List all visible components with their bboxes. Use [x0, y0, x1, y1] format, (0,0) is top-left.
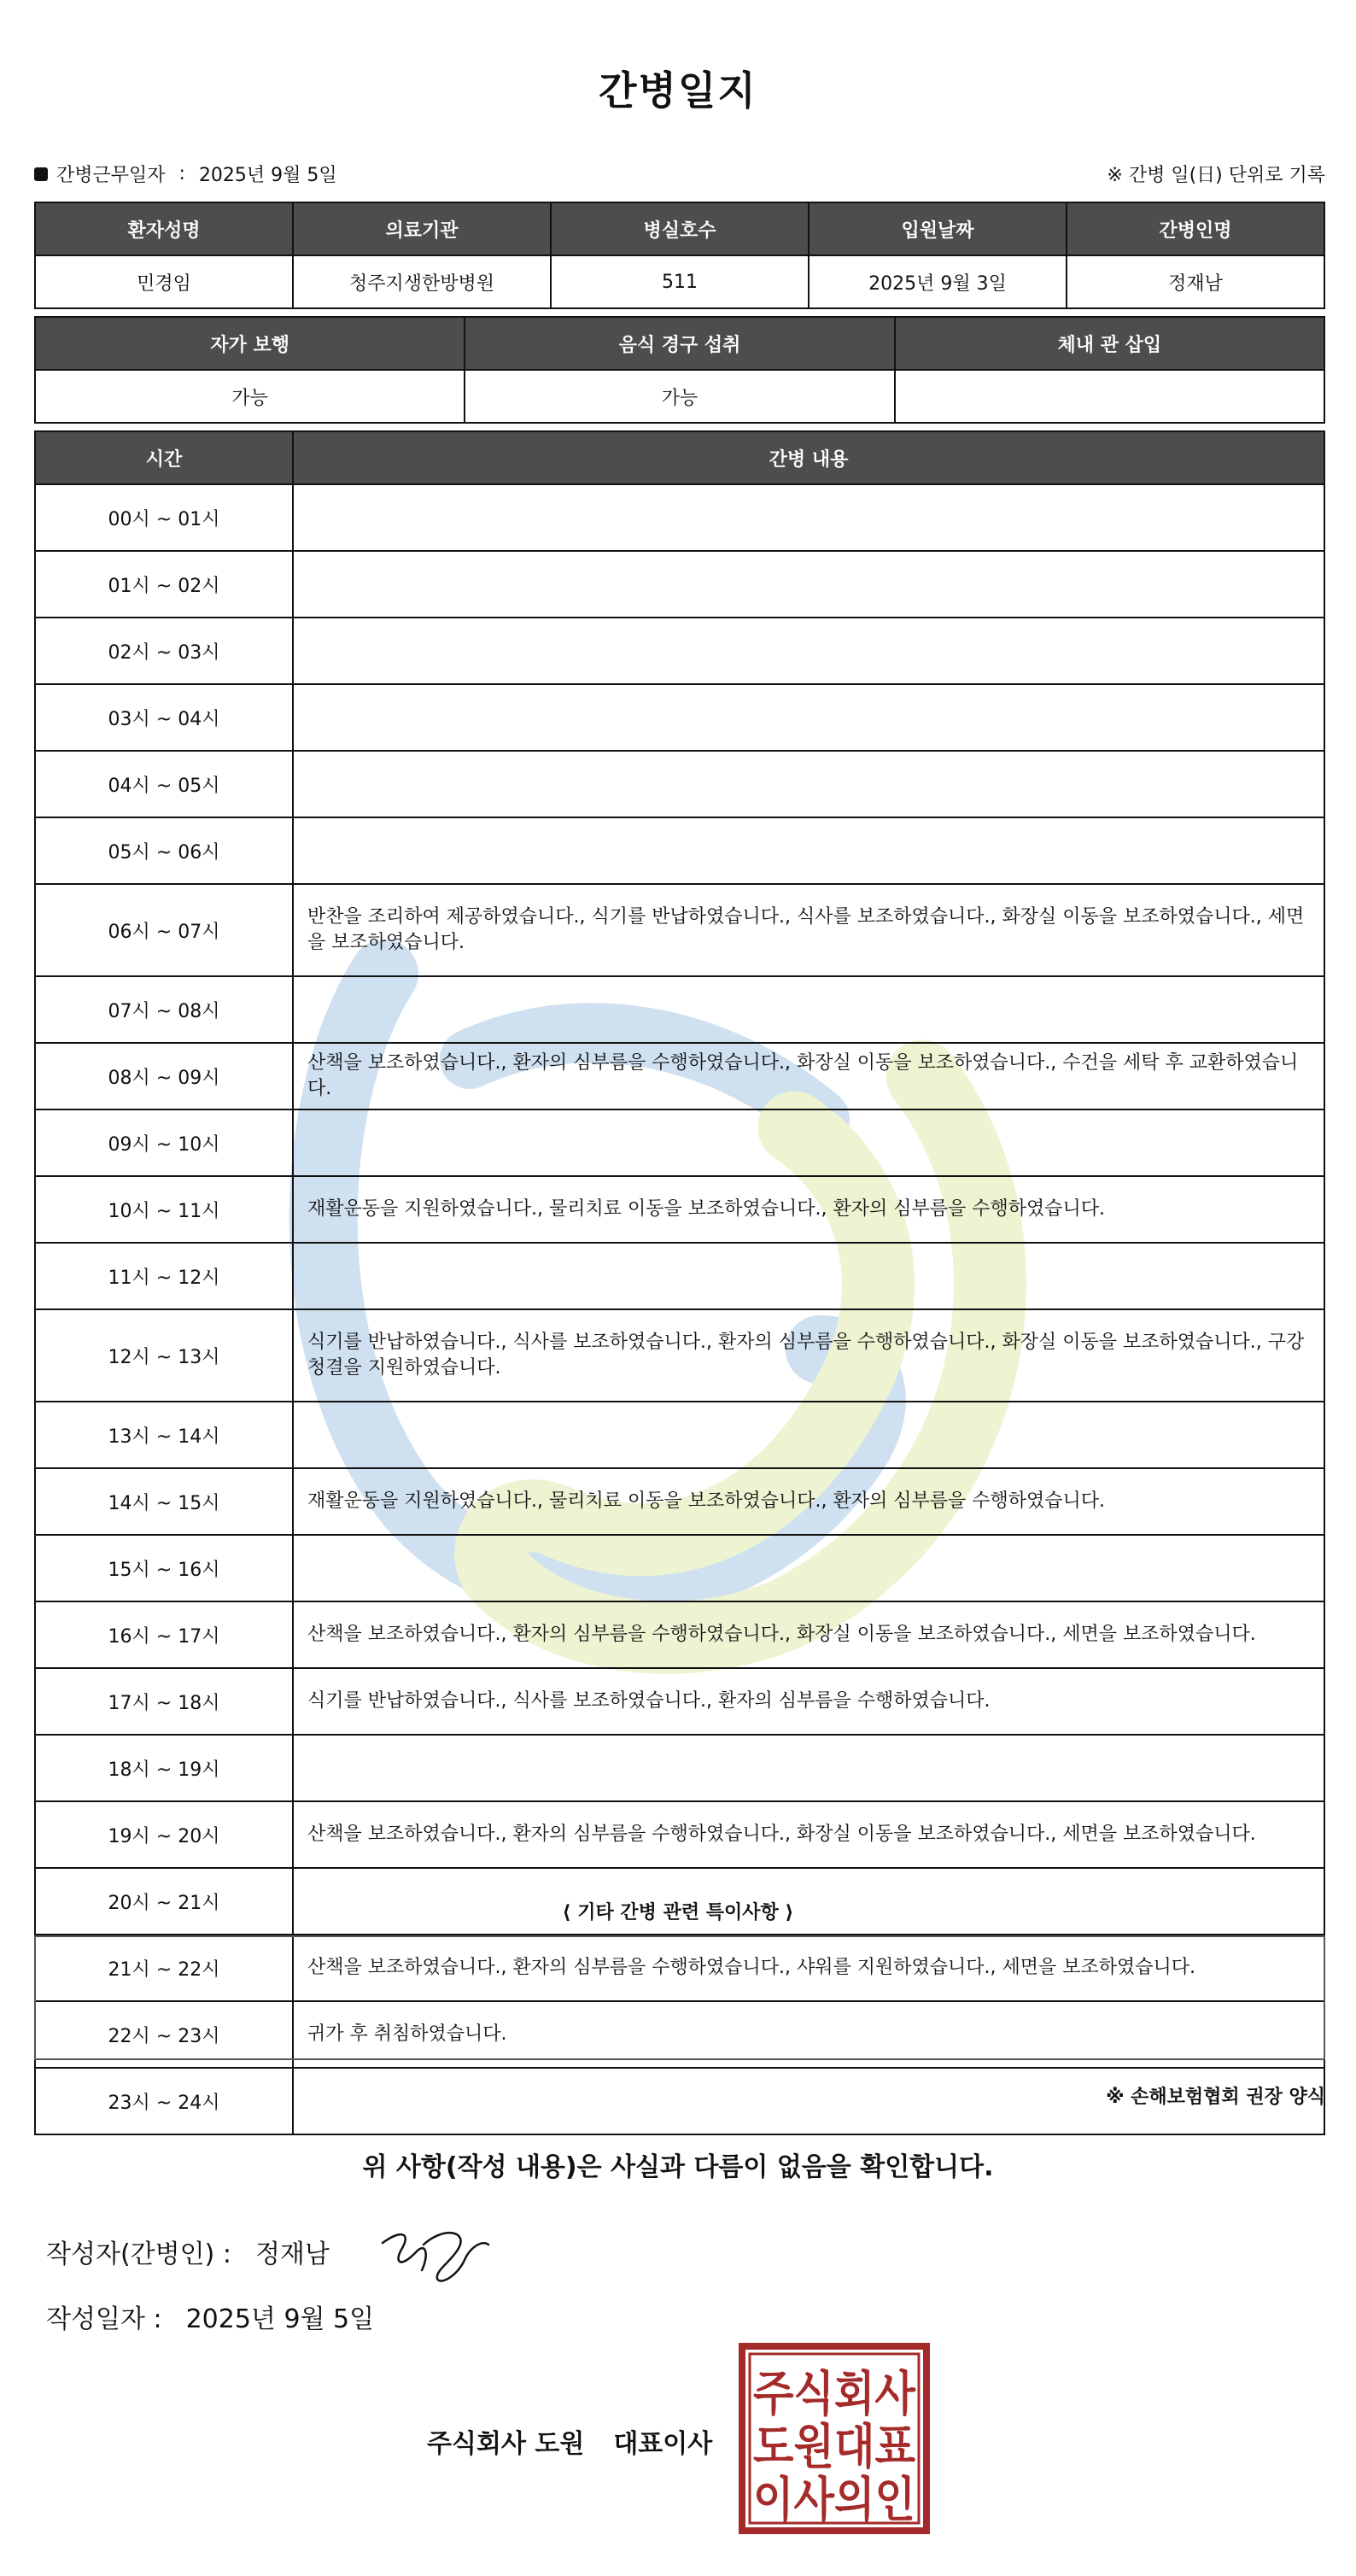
- care-log-row: [35, 1535, 1324, 1601]
- header-self-walking: 자가 보행: [35, 317, 465, 370]
- care-log-content: [293, 751, 1324, 817]
- care-log-time: 09시 ~ 10시: [35, 1109, 293, 1176]
- care-log-time: 01시 ~ 02시: [35, 551, 293, 618]
- care-log-time: 04시 ~ 05시: [35, 751, 293, 817]
- care-log-time: 03시 ~ 04시: [35, 684, 293, 751]
- care-log-row: [35, 1735, 1324, 1801]
- seal-text-line: 주식회사: [753, 2367, 916, 2422]
- care-log-content: [293, 817, 1324, 884]
- care-log-row: [35, 551, 1324, 618]
- care-log-content: [293, 551, 1324, 618]
- institution-value: 청주지생한방병원: [293, 255, 551, 308]
- written-date: [46, 2298, 374, 2335]
- header-room-number: 병실호수: [551, 202, 809, 255]
- patient-info-header-row: [35, 202, 1324, 255]
- care-log-time: 23시 ~ 24시: [35, 2068, 293, 2134]
- care-log-time: 07시 ~ 08시: [35, 976, 293, 1043]
- care-log-table: [34, 430, 1325, 2135]
- care-log-content: [293, 618, 1324, 684]
- care-log-row: [35, 1309, 1324, 1402]
- care-log-time: 13시 ~ 14시: [35, 1402, 293, 1468]
- page-title: 간병일지: [599, 67, 757, 114]
- patient-status-value-row: [35, 370, 1324, 423]
- care-log-content: [293, 1243, 1324, 1309]
- care-log-content: [293, 1535, 1324, 1601]
- care-log-content: [293, 1735, 1324, 1801]
- care-log-row: [35, 1801, 1324, 1868]
- signature-mark: [376, 2219, 495, 2287]
- header-patient-name: 환자성명: [35, 202, 293, 255]
- care-log-time: 08시 ~ 09시: [35, 1043, 293, 1109]
- header-oral-intake: 음식 경구 섭취: [465, 317, 894, 370]
- care-log-row: [35, 1176, 1324, 1243]
- care-log-time: 05시 ~ 06시: [35, 817, 293, 884]
- patient-info-value-row: [35, 255, 1324, 308]
- header-care-content: 간병 내용: [293, 431, 1324, 484]
- care-log-content: 산책을 보조하였습니다., 환자의 심부름을 수행하였습니다., 샤워를 지원하였습니다., 세면을 보조하였습니다.: [293, 1935, 1324, 2001]
- care-log-time: 16시 ~ 17시: [35, 1601, 293, 1668]
- care-log-time: 20시 ~ 21시: [35, 1868, 293, 1935]
- written-date-value: 2025년 9월 5일: [185, 2304, 375, 2334]
- square-bullet-icon: [34, 167, 48, 181]
- tube-insertion-value: [895, 370, 1324, 423]
- care-log-time: 12시 ~ 13시: [35, 1309, 293, 1402]
- work-date-separator: :: [178, 163, 185, 184]
- confirmation-statement: 위 사항(작성 내용)은 사실과 다름이 없음을 확인합니다.: [362, 2152, 994, 2182]
- care-log-time: 21시 ~ 22시: [35, 1935, 293, 2001]
- care-log-header-row: [35, 431, 1324, 484]
- care-log-time: 18시 ~ 19시: [35, 1735, 293, 1801]
- header-caregiver-name: 간병인명: [1067, 202, 1324, 255]
- care-log-content: [293, 684, 1324, 751]
- care-log-row: [35, 884, 1324, 976]
- care-log-row: [35, 618, 1324, 684]
- notes-box: [34, 1935, 1325, 2060]
- care-log-time: 19시 ~ 20시: [35, 1801, 293, 1868]
- header-tube-insertion: 체내 관 삽입: [895, 317, 1324, 370]
- oral-intake-value: 가능: [465, 370, 894, 423]
- care-log-row: [35, 1468, 1324, 1535]
- care-log-content: 식기를 반납하였습니다., 식사를 보조하였습니다., 환자의 심부름을 수행하였습니다.: [293, 1668, 1324, 1735]
- work-date-value: 2025년 9월 5일: [198, 165, 337, 186]
- header-institution: 의료기관: [293, 202, 551, 255]
- writer-label: 작성자(간병인) :: [46, 2239, 231, 2269]
- care-log-time: 17시 ~ 18시: [35, 1668, 293, 1735]
- care-log-content: 식기를 반납하였습니다., 식사를 보조하였습니다., 환자의 심부름을 수행하였습니다., 화장실 이동을 보조하였습니다., 구강청결을 지원하였습니다.: [293, 1309, 1324, 1402]
- written-date-label: 작성일자 :: [46, 2304, 162, 2334]
- company: [427, 2422, 712, 2460]
- company-name: 주식회사 도원: [427, 2429, 585, 2459]
- care-log-row: [35, 684, 1324, 751]
- care-log-content: 재활운동을 지원하였습니다., 물리치료 이동을 보조하였습니다., 환자의 심부름을 수행하였습니다.: [293, 1176, 1324, 1243]
- care-log-time: 11시 ~ 12시: [35, 1243, 293, 1309]
- care-log-row: [35, 1668, 1324, 1735]
- patient-name-value: 민경임: [35, 255, 293, 308]
- recommend-note: ※ 손해보험협회 권장 양식: [1106, 2087, 1325, 2108]
- care-log-row: [35, 817, 1324, 884]
- care-log-content: 산책을 보조하였습니다., 환자의 심부름을 수행하였습니다., 화장실 이동을 보조하였습니다., 세면을 보조하였습니다.: [293, 1601, 1324, 1668]
- care-log-row: [35, 1109, 1324, 1176]
- care-log-content: [293, 484, 1324, 551]
- care-log-content: 산책을 보조하였습니다., 환자의 심부름을 수행하였습니다., 화장실 이동을 보조하였습니다., 수건을 세탁 후 교환하였습니다.: [293, 1043, 1324, 1109]
- care-log-time: 10시 ~ 11시: [35, 1176, 293, 1243]
- care-log-content: 반찬을 조리하여 제공하였습니다., 식기를 반납하였습니다., 식사를 보조하였습니다., 화장실 이동을 보조하였습니다., 세면을 보조하였습니다.: [293, 884, 1324, 976]
- care-log-content: [293, 976, 1324, 1043]
- care-log-row: [35, 1043, 1324, 1109]
- care-log-time: 00시 ~ 01시: [35, 484, 293, 551]
- care-log-content: 귀가 후 취침하였습니다.: [293, 2001, 1324, 2068]
- company-seal: [738, 2342, 931, 2535]
- room-number-value: 511: [551, 255, 809, 308]
- care-log-time: 14시 ~ 15시: [35, 1468, 293, 1535]
- caregiver-name-value: 정재남: [1067, 255, 1324, 308]
- care-log-time: 22시 ~ 23시: [35, 2001, 293, 2068]
- header-admission-date: 입원날짜: [809, 202, 1067, 255]
- patient-info-table: [34, 202, 1325, 309]
- care-log-content: 산책을 보조하였습니다., 환자의 심부름을 수행하였습니다., 화장실 이동을 보조하였습니다., 세면을 보조하였습니다.: [293, 1801, 1324, 1868]
- seal-text-line: 도원대표: [753, 2420, 915, 2475]
- work-date-label: 간병근무일자: [56, 165, 166, 186]
- care-log-content: 재활운동을 지원하였습니다., 물리치료 이동을 보조하였습니다., 환자의 심부름을 수행하였습니다.: [293, 1468, 1324, 1535]
- care-log-content: [293, 1402, 1324, 1468]
- patient-status-table: [34, 316, 1325, 424]
- care-log-time: 02시 ~ 03시: [35, 618, 293, 684]
- patient-status-header-row: [35, 317, 1324, 370]
- seal-text-line: 이사의인: [753, 2473, 915, 2528]
- care-log-time: 06시 ~ 07시: [35, 884, 293, 976]
- care-log-row: [35, 484, 1324, 551]
- care-log-row: [35, 751, 1324, 817]
- care-log-row: [35, 1601, 1324, 1668]
- writer-value: 정재남: [254, 2239, 330, 2269]
- writer: [46, 2233, 330, 2270]
- care-log-row: [35, 1402, 1324, 1468]
- care-log-row: [35, 976, 1324, 1043]
- notes-title: ⟨ 기타 간병 관련 특이사항 ⟩: [562, 1902, 794, 1923]
- company-rep: 대표이사: [613, 2429, 713, 2459]
- admission-date-value: 2025년 9월 3일: [809, 255, 1067, 308]
- unit-note: ※ 간병 일(日) 단위로 기록: [1107, 165, 1325, 186]
- header-time: 시간: [35, 431, 293, 484]
- care-log-content: [293, 1109, 1324, 1176]
- work-date: [34, 161, 337, 187]
- care-log-row: [35, 1243, 1324, 1309]
- self-walking-value: 가능: [35, 370, 465, 423]
- care-log-time: 15시 ~ 16시: [35, 1535, 293, 1601]
